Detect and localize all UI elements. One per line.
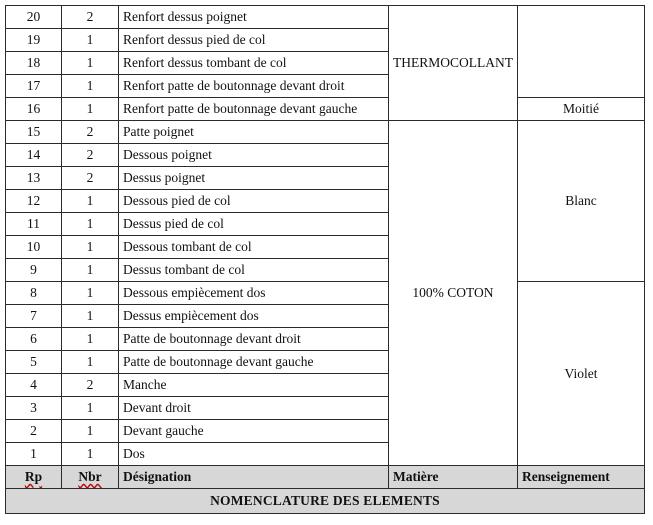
nbr-cell: 1: [62, 443, 119, 466]
nbr-cell: 1: [62, 328, 119, 351]
rp-cell: 15: [6, 121, 62, 144]
nbr-cell: 1: [62, 282, 119, 305]
nbr-cell: 2: [62, 6, 119, 29]
designation-cell: Dessous poignet: [119, 144, 389, 167]
rp-cell: 1: [6, 443, 62, 466]
table-row: [6, 6, 645, 29]
title-row: [6, 489, 645, 514]
designation-cell: Renfort patte de boutonnage devant gauche: [119, 98, 389, 121]
rp-cell: 11: [6, 213, 62, 236]
nbr-cell: 1: [62, 98, 119, 121]
header-rp: [6, 466, 62, 489]
nomenclature-table: [5, 5, 645, 514]
rp-cell: 18: [6, 52, 62, 75]
designation-cell: Dessous empiècement dos: [119, 282, 389, 305]
rp-cell: 10: [6, 236, 62, 259]
designation-cell: Dessus poignet: [119, 167, 389, 190]
rp-cell: 3: [6, 397, 62, 420]
nbr-cell: 1: [62, 52, 119, 75]
designation-cell: Patte de boutonnage devant gauche: [119, 351, 389, 374]
rp-cell: 9: [6, 259, 62, 282]
rp-cell: 16: [6, 98, 62, 121]
nbr-cell: 1: [62, 420, 119, 443]
nbr-cell: 2: [62, 121, 119, 144]
nbr-cell: 1: [62, 236, 119, 259]
designation-cell: Dessous tombant de col: [119, 236, 389, 259]
nbr-cell: 1: [62, 351, 119, 374]
rp-cell: 19: [6, 29, 62, 52]
header-row: [6, 466, 645, 489]
header-rp-label: Rp: [24, 469, 43, 484]
matiere-coton: 100% COTON: [389, 121, 518, 466]
rp-cell: 8: [6, 282, 62, 305]
rp-cell: 14: [6, 144, 62, 167]
rp-cell: 17: [6, 75, 62, 98]
nbr-cell: 2: [62, 167, 119, 190]
designation-cell: Renfort dessus tombant de col: [119, 52, 389, 75]
table-title: NOMENCLATURE DES ELEMENTS: [6, 489, 645, 514]
renseignement-empty: [518, 6, 645, 98]
header-matiere: Matière: [389, 466, 518, 489]
rp-cell: 6: [6, 328, 62, 351]
header-nbr-label: Nbr: [78, 469, 102, 484]
rp-cell: 2: [6, 420, 62, 443]
designation-cell: Manche: [119, 374, 389, 397]
designation-cell: Patte poignet: [119, 121, 389, 144]
nomenclature-table-wrapper: [5, 5, 645, 514]
rp-cell: 4: [6, 374, 62, 397]
designation-cell: Dessous pied de col: [119, 190, 389, 213]
rp-cell: 20: [6, 6, 62, 29]
renseignement-violet: Violet: [518, 282, 645, 466]
designation-cell: Renfort dessus pied de col: [119, 29, 389, 52]
header-nbr: [62, 466, 119, 489]
renseignement-moitie: Moitié: [518, 98, 645, 121]
rp-cell: 12: [6, 190, 62, 213]
header-renseignement: Renseignement: [518, 466, 645, 489]
nbr-cell: 1: [62, 305, 119, 328]
table-row: [6, 98, 645, 121]
renseignement-blanc: Blanc: [518, 121, 645, 282]
rp-cell: 5: [6, 351, 62, 374]
nbr-cell: 1: [62, 75, 119, 98]
table-row: [6, 121, 645, 144]
nbr-cell: 1: [62, 213, 119, 236]
designation-cell: Dos: [119, 443, 389, 466]
designation-cell: Renfort patte de boutonnage devant droit: [119, 75, 389, 98]
designation-cell: Devant gauche: [119, 420, 389, 443]
rp-cell: 7: [6, 305, 62, 328]
nbr-cell: 1: [62, 397, 119, 420]
designation-cell: Renfort dessus poignet: [119, 6, 389, 29]
nbr-cell: 1: [62, 190, 119, 213]
designation-cell: Patte de boutonnage devant droit: [119, 328, 389, 351]
nbr-cell: 2: [62, 144, 119, 167]
designation-cell: Dessus pied de col: [119, 213, 389, 236]
designation-cell: Dessus empiècement dos: [119, 305, 389, 328]
rp-cell: 13: [6, 167, 62, 190]
matiere-thermocollant: THERMOCOLLANT: [389, 6, 518, 121]
nbr-cell: 2: [62, 374, 119, 397]
designation-cell: Devant droit: [119, 397, 389, 420]
nbr-cell: 1: [62, 259, 119, 282]
nomenclature-body: [6, 6, 645, 466]
header-designation: Désignation: [119, 466, 389, 489]
nbr-cell: 1: [62, 29, 119, 52]
designation-cell: Dessus tombant de col: [119, 259, 389, 282]
table-row: [6, 282, 645, 305]
